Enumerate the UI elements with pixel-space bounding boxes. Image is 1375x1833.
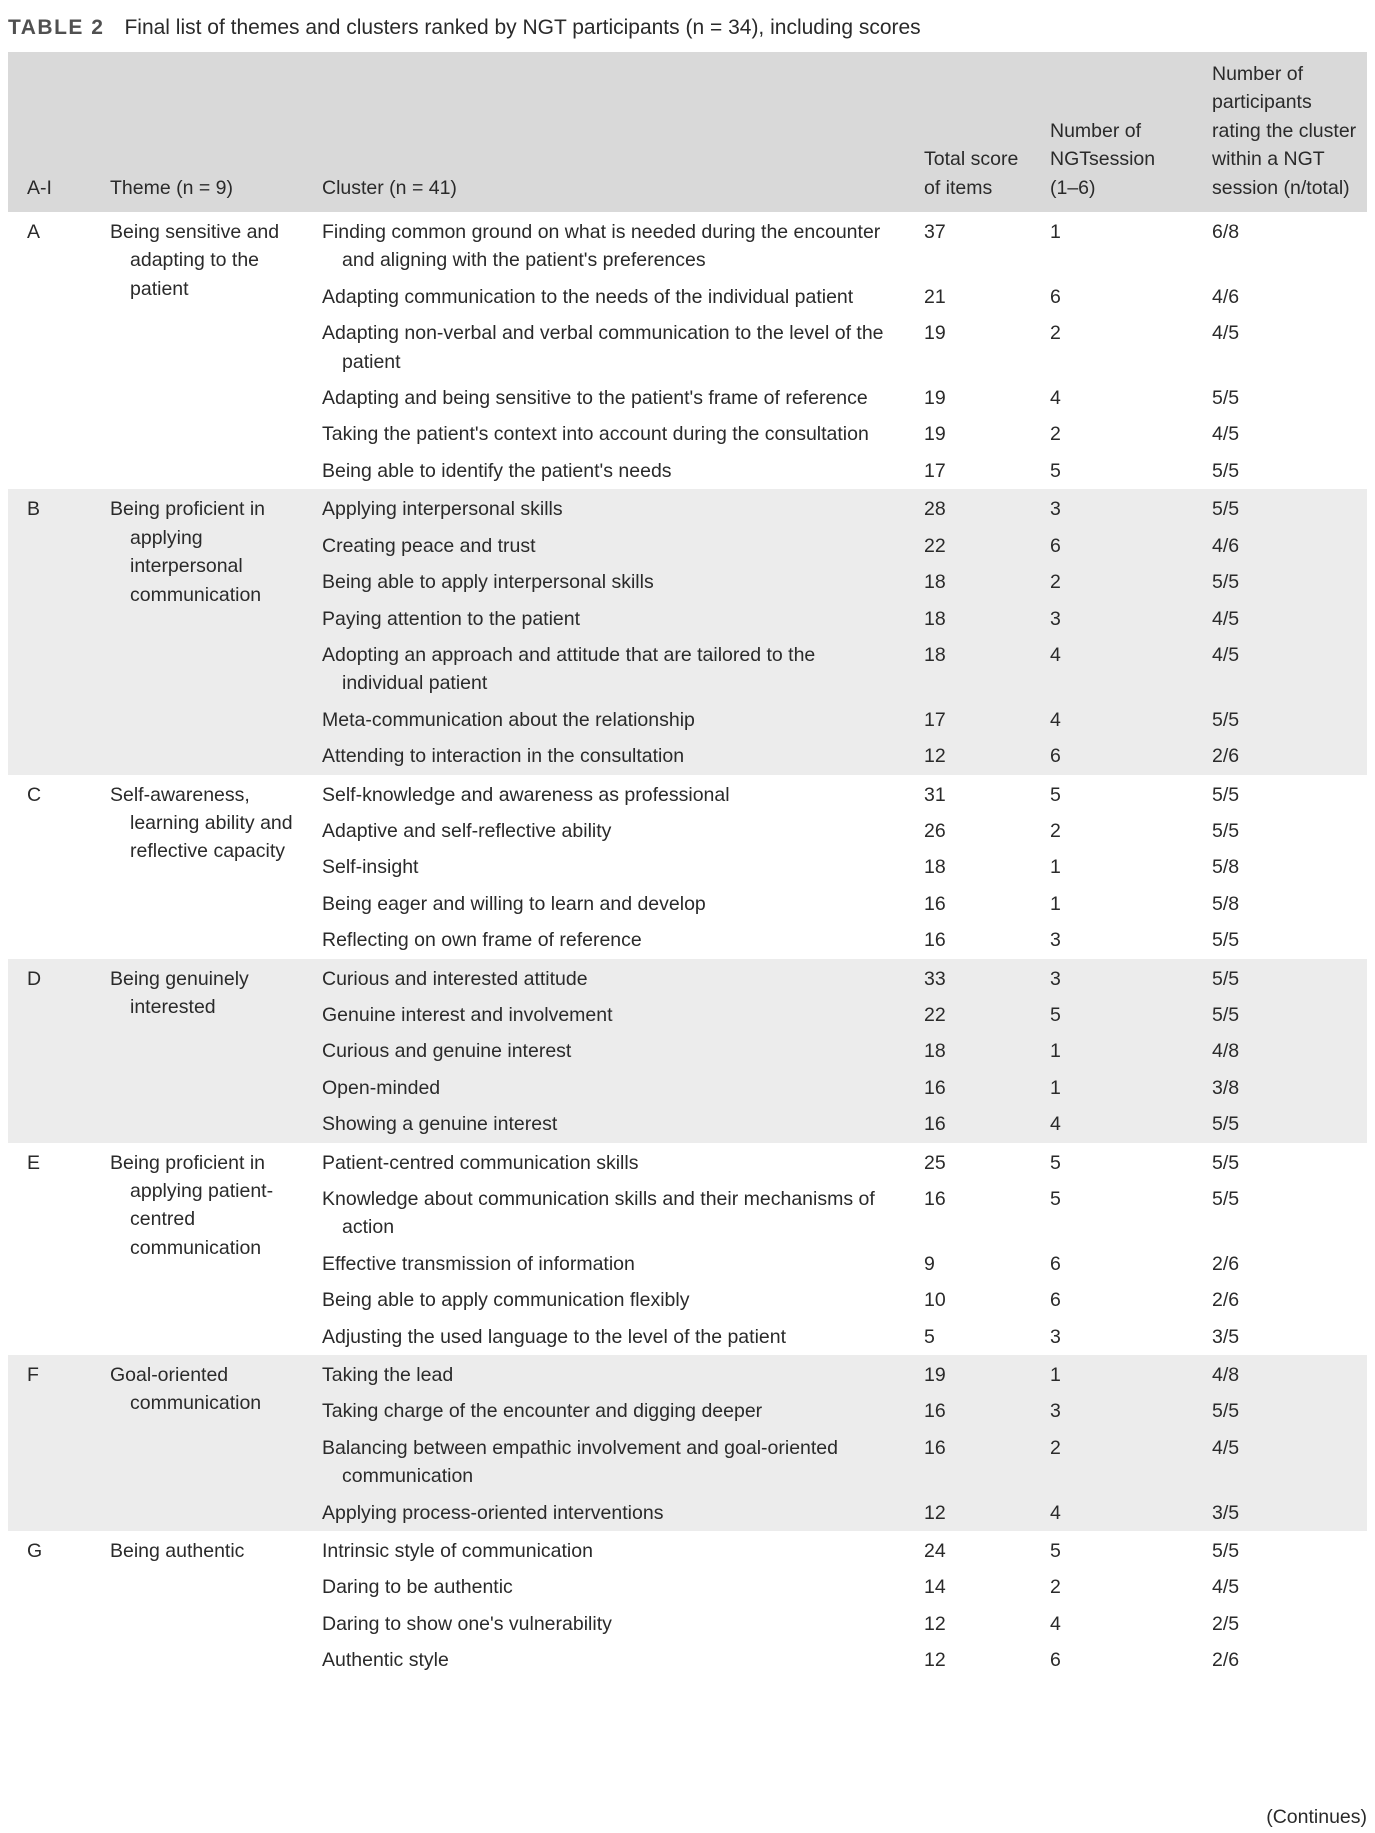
cluster-cell: Meta-communication about the relationship xyxy=(322,708,695,731)
ngt-session-cell: 1 xyxy=(1050,221,1061,244)
table-title: Final list of themes and clusters ranked by NGT participants (n = 34), including scores xyxy=(124,16,921,39)
participants-cell: 5/5 xyxy=(1212,1113,1240,1136)
participants-cell: 5/5 xyxy=(1212,967,1240,990)
cluster-cell: Showing a genuine interest xyxy=(322,1113,558,1136)
participants-cell: 5/5 xyxy=(1212,1003,1240,1026)
table-body xyxy=(8,212,1367,1679)
participants-cell: 5/8 xyxy=(1212,856,1240,879)
total-score-cell: 21 xyxy=(924,285,946,308)
participants-cell: 5/5 xyxy=(1212,387,1240,410)
total-score-cell: 28 xyxy=(924,498,946,521)
ngt-session-cell: 3 xyxy=(1050,1325,1061,1348)
table-row xyxy=(8,959,1367,997)
ngt-session-cell: 5 xyxy=(1050,1540,1061,1563)
total-score-cell: 16 xyxy=(924,1076,946,1099)
cluster-cell: Taking the lead xyxy=(322,1364,454,1387)
total-score-cell: 16 xyxy=(924,1400,946,1423)
cluster-cell: Being able to apply communication flexibly xyxy=(322,1289,690,1312)
theme-id-cell: G xyxy=(27,1540,43,1563)
ngt-session-cell: 4 xyxy=(1050,1501,1061,1524)
cluster-cell: Creating peace and trust xyxy=(322,534,536,557)
table-row xyxy=(8,489,1367,527)
participants-cell: 5/5 xyxy=(1212,1400,1240,1423)
cluster-cell: Being able to identify the patient's needs xyxy=(322,459,672,482)
ngt-session-cell: 3 xyxy=(1050,929,1061,952)
ngt-session-cell: 2 xyxy=(1050,819,1061,842)
participants-cell: 2/6 xyxy=(1212,745,1240,768)
theme-cell: Being authentic xyxy=(110,1540,245,1563)
ngt-session-cell: 1 xyxy=(1050,1364,1061,1387)
total-score-cell: 17 xyxy=(924,708,946,731)
ngt-session-cell: 4 xyxy=(1050,1612,1061,1635)
cluster-cell: Being able to apply interpersonal skills xyxy=(322,571,654,594)
total-score-cell: 18 xyxy=(924,571,946,594)
ngt-session-cell: 6 xyxy=(1050,745,1061,768)
cluster-cell: Patient-centred communication skills xyxy=(322,1151,639,1174)
ngt-session-cell: 2 xyxy=(1050,322,1061,345)
themes-clusters-table xyxy=(8,52,1367,1679)
total-score-cell: 37 xyxy=(924,221,946,244)
continues-note: (Continues) xyxy=(1266,1806,1367,1828)
total-score-cell: 12 xyxy=(924,1612,946,1635)
participants-cell: 4/6 xyxy=(1212,285,1240,308)
participants-cell: 2/5 xyxy=(1212,1612,1240,1635)
total-score-cell: 12 xyxy=(924,1649,946,1672)
table-row xyxy=(8,1143,1367,1181)
ngt-session-cell: 1 xyxy=(1050,1076,1061,1099)
cluster-cell: Reflecting on own frame of reference xyxy=(322,929,642,952)
total-score-cell: 18 xyxy=(924,643,946,666)
cluster-cell: Intrinsic style of communication xyxy=(322,1540,593,1563)
participants-cell: 2/6 xyxy=(1212,1649,1240,1672)
ngt-session-cell: 6 xyxy=(1050,285,1061,308)
participants-cell: 4/5 xyxy=(1212,1576,1240,1599)
total-score-cell: 22 xyxy=(924,534,946,557)
ngt-session-cell: 6 xyxy=(1050,1289,1061,1312)
ngt-session-cell: 1 xyxy=(1050,1040,1061,1063)
participants-cell: 3/8 xyxy=(1212,1076,1240,1099)
participants-cell: 4/5 xyxy=(1212,643,1240,666)
total-score-cell: 5 xyxy=(924,1325,935,1348)
header-cluster: Cluster (n = 41) xyxy=(322,176,457,199)
cluster-cell: Adjusting the used language to the level of the patient xyxy=(322,1325,787,1348)
participants-cell: 5/5 xyxy=(1212,783,1240,806)
total-score-cell: 18 xyxy=(924,607,946,630)
cluster-cell: Attending to interaction in the consultation xyxy=(322,745,685,768)
ngt-session-cell: 3 xyxy=(1050,607,1061,630)
cluster-cell: Balancing between empathic involvement and goal-oriented communication xyxy=(322,1436,838,1488)
ngt-session-cell: 2 xyxy=(1050,1436,1061,1459)
total-score-cell: 9 xyxy=(924,1252,935,1275)
theme-cell: Self-awareness, learning ability and reflective capacity xyxy=(110,783,293,863)
header-ngt-session: Number of NGTsession (1–6) xyxy=(1050,119,1156,199)
ngt-session-cell: 3 xyxy=(1050,1400,1061,1423)
participants-cell: 2/6 xyxy=(1212,1289,1240,1312)
cluster-cell: Adapting non-verbal and verbal communication to the level of the patient xyxy=(322,322,884,373)
theme-id-cell: C xyxy=(27,783,42,806)
ngt-session-cell: 4 xyxy=(1050,387,1061,410)
participants-cell: 6/8 xyxy=(1212,221,1240,244)
total-score-cell: 19 xyxy=(924,322,946,345)
table-row xyxy=(8,1355,1367,1393)
theme-cell: Being proficient in applying patient-centred communication xyxy=(110,1151,274,1259)
theme-id-cell: B xyxy=(27,498,41,521)
theme-id-cell: F xyxy=(27,1364,39,1387)
participants-cell: 4/5 xyxy=(1212,322,1240,345)
theme-id-cell: D xyxy=(27,967,42,990)
cluster-cell: Being eager and willing to learn and develop xyxy=(322,892,706,915)
cluster-cell: Self-knowledge and awareness as professional xyxy=(322,783,730,806)
cluster-cell: Daring to show one's vulnerability xyxy=(322,1612,612,1635)
participants-cell: 5/5 xyxy=(1212,1188,1240,1210)
total-score-cell: 19 xyxy=(924,387,946,410)
cluster-cell: Taking charge of the encounter and digging deeper xyxy=(322,1400,763,1423)
participants-cell: 2/6 xyxy=(1212,1252,1240,1275)
theme-cell: Being genuinely interested xyxy=(110,967,249,1018)
participants-cell: 5/5 xyxy=(1212,1540,1240,1563)
total-score-cell: 17 xyxy=(924,459,946,482)
total-score-cell: 16 xyxy=(924,1188,946,1210)
ngt-session-cell: 2 xyxy=(1050,423,1061,446)
participants-cell: 4/8 xyxy=(1212,1040,1240,1063)
ngt-session-cell: 5 xyxy=(1050,459,1061,482)
header-participants: Number of participants rating the cluster within a NGT session (n/total) xyxy=(1212,63,1357,199)
total-score-cell: 14 xyxy=(924,1576,946,1599)
table-row xyxy=(8,212,1367,279)
cluster-cell: Adapting and being sensitive to the patient's frame of reference xyxy=(322,387,868,410)
cluster-cell: Taking the patient's context into account during the consultation xyxy=(322,423,869,446)
header-ai: A-I xyxy=(27,176,52,199)
total-score-cell: 22 xyxy=(924,1003,946,1026)
theme-id-cell: E xyxy=(27,1151,41,1174)
ngt-session-cell: 4 xyxy=(1050,708,1061,731)
header-total-score: Total score of items xyxy=(924,148,1019,199)
cluster-cell: Curious and interested attitude xyxy=(322,967,588,990)
cluster-cell: Applying process-oriented interventions xyxy=(322,1501,664,1524)
total-score-cell: 10 xyxy=(924,1289,946,1312)
participants-cell: 5/5 xyxy=(1212,819,1240,842)
participants-cell: 5/5 xyxy=(1212,571,1240,594)
participants-cell: 3/5 xyxy=(1212,1501,1240,1524)
cluster-cell: Open-minded xyxy=(322,1076,441,1099)
cluster-cell: Effective transmission of information xyxy=(322,1252,635,1275)
table-row xyxy=(8,1531,1367,1569)
participants-cell: 3/5 xyxy=(1212,1325,1240,1348)
ngt-session-cell: 5 xyxy=(1050,1151,1061,1174)
ngt-session-cell: 1 xyxy=(1050,856,1061,879)
ngt-session-cell: 4 xyxy=(1050,1113,1061,1136)
table-label: TABLE 2 xyxy=(8,16,105,39)
cluster-cell: Finding common ground on what is needed during the encounter and aligning with the patient's preferences xyxy=(322,221,881,272)
cluster-cell: Self-insight xyxy=(322,856,419,879)
cluster-cell: Curious and genuine interest xyxy=(322,1040,572,1063)
ngt-session-cell: 6 xyxy=(1050,1649,1061,1672)
theme-cell: Being proficient in applying interpersonal communication xyxy=(110,498,266,606)
header-theme: Theme (n = 9) xyxy=(110,176,234,199)
total-score-cell: 16 xyxy=(924,929,946,952)
ngt-session-cell: 1 xyxy=(1050,892,1061,915)
cluster-cell: Adaptive and self-reflective ability xyxy=(322,819,612,842)
total-score-cell: 33 xyxy=(924,967,946,990)
participants-cell: 5/5 xyxy=(1212,459,1240,482)
participants-cell: 4/5 xyxy=(1212,1436,1240,1459)
participants-cell: 4/6 xyxy=(1212,534,1240,557)
total-score-cell: 16 xyxy=(924,1113,946,1136)
ngt-session-cell: 6 xyxy=(1050,534,1061,557)
cluster-cell: Daring to be authentic xyxy=(322,1576,513,1599)
total-score-cell: 19 xyxy=(924,423,946,446)
ngt-session-cell: 2 xyxy=(1050,571,1061,594)
cluster-cell: Paying attention to the patient xyxy=(322,607,581,630)
cluster-cell: Genuine interest and involvement xyxy=(322,1003,613,1026)
participants-cell: 5/5 xyxy=(1212,1151,1240,1174)
participants-cell: 4/8 xyxy=(1212,1364,1240,1387)
total-score-cell: 18 xyxy=(924,1040,946,1063)
table-row xyxy=(8,775,1367,813)
participants-cell: 5/5 xyxy=(1212,708,1240,731)
ngt-session-cell: 3 xyxy=(1050,498,1061,521)
theme-cell: Goal-oriented communication xyxy=(110,1364,262,1415)
cluster-cell: Adapting communication to the needs of the individual patient xyxy=(322,285,854,308)
table-caption xyxy=(8,14,921,42)
participants-cell: 5/8 xyxy=(1212,892,1240,915)
total-score-cell: 31 xyxy=(924,783,946,806)
total-score-cell: 18 xyxy=(924,856,946,879)
total-score-cell: 12 xyxy=(924,745,946,768)
participants-cell: 5/5 xyxy=(1212,929,1240,952)
cluster-cell: Adopting an approach and attitude that are tailored to the individual patient xyxy=(322,643,816,695)
total-score-cell: 16 xyxy=(924,1436,946,1459)
participants-cell: 4/5 xyxy=(1212,423,1240,446)
cluster-cell: Authentic style xyxy=(322,1649,449,1672)
theme-cell: Being sensitive and adapting to the patient xyxy=(110,221,280,300)
ngt-session-cell: 4 xyxy=(1050,643,1061,666)
cluster-cell: Knowledge about communication skills and their mechanisms of action xyxy=(322,1188,875,1239)
total-score-cell: 25 xyxy=(924,1151,946,1174)
participants-cell: 5/5 xyxy=(1212,498,1240,521)
ngt-session-cell: 6 xyxy=(1050,1252,1061,1275)
theme-id-cell: A xyxy=(27,221,41,244)
ngt-session-cell: 2 xyxy=(1050,1576,1061,1599)
total-score-cell: 16 xyxy=(924,892,946,915)
ngt-session-cell: 5 xyxy=(1050,1003,1061,1026)
total-score-cell: 26 xyxy=(924,819,946,842)
ngt-session-cell: 5 xyxy=(1050,783,1061,806)
ngt-session-cell: 3 xyxy=(1050,967,1061,990)
cluster-cell: Applying interpersonal skills xyxy=(322,498,563,521)
total-score-cell: 24 xyxy=(924,1540,946,1563)
total-score-cell: 12 xyxy=(924,1501,946,1524)
table-header-row xyxy=(8,52,1367,212)
ngt-session-cell: 5 xyxy=(1050,1188,1061,1210)
total-score-cell: 19 xyxy=(924,1364,946,1387)
participants-cell: 4/5 xyxy=(1212,607,1240,630)
